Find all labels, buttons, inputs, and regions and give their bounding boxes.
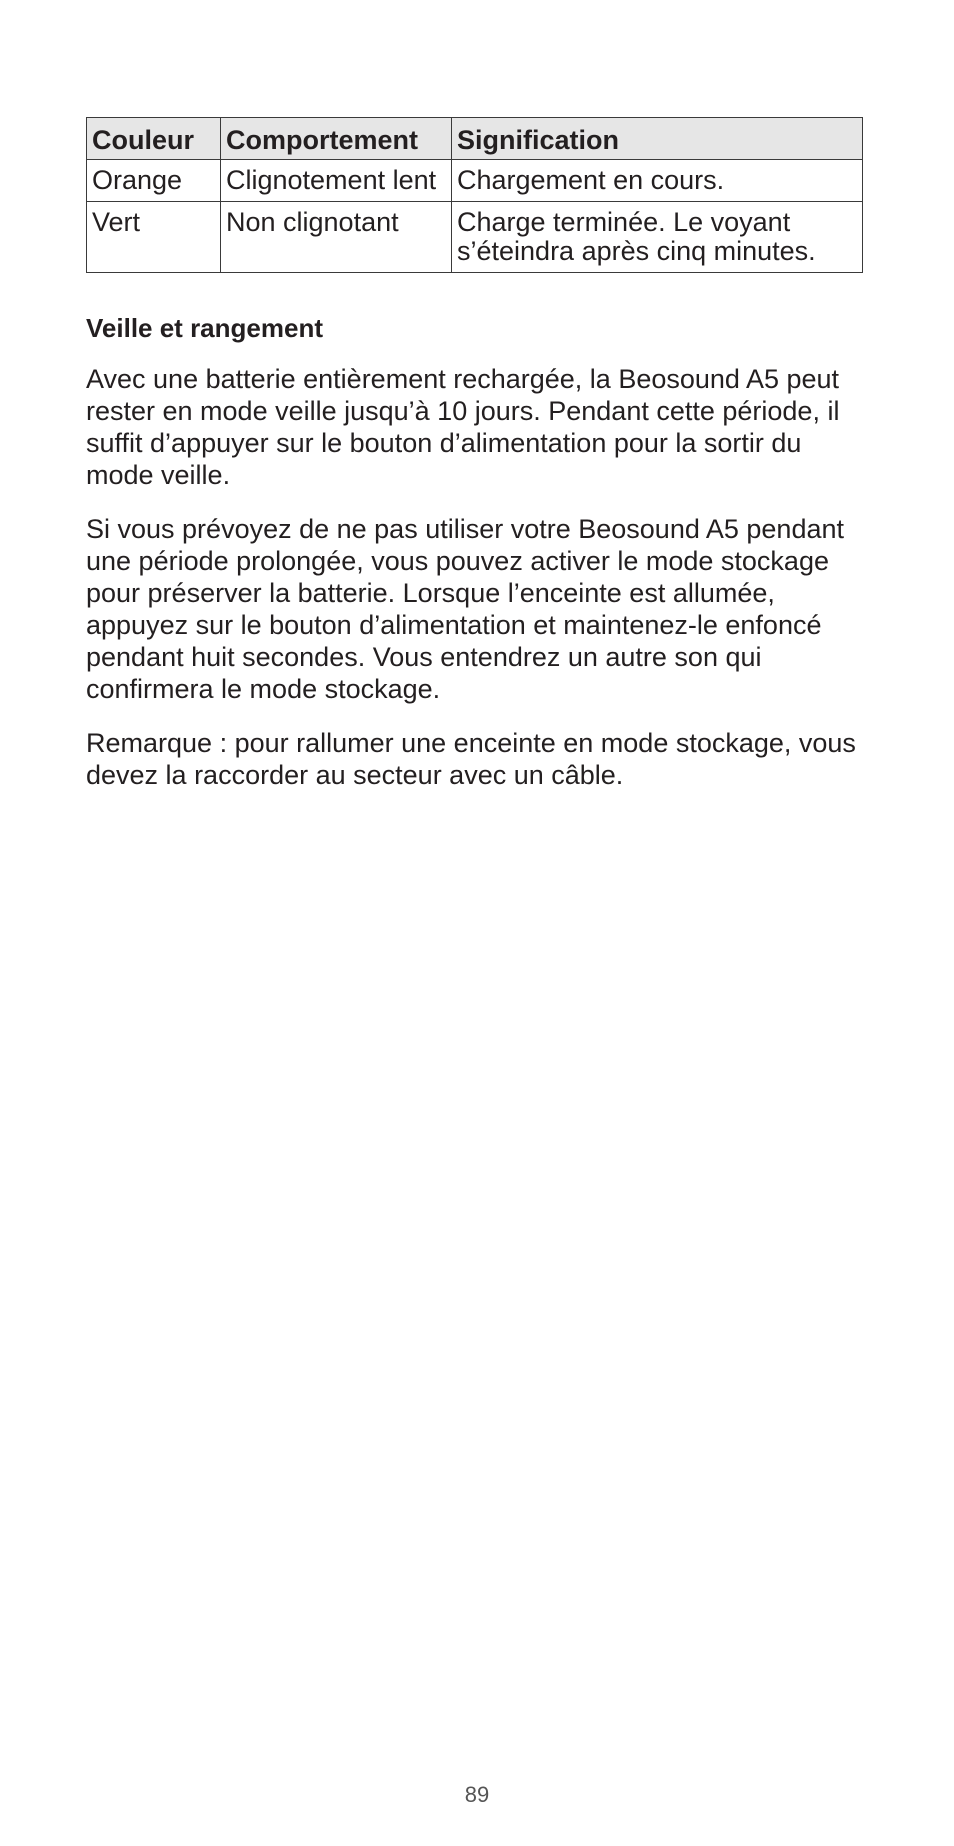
cell-color: Vert — [87, 202, 221, 273]
table-row — [87, 160, 863, 202]
cell-behavior: Clignotement lent — [221, 160, 452, 202]
cell-color: Orange — [87, 160, 221, 202]
paragraph-standby: Avec une batterie entièrement rechargée, la Beosound A5 peut rester en mode veille jusqu’à 10 jours. Pendant cette période, il suffit d’appuyer sur le bouton d’alimentation pour la sortir du mode veille. — [86, 364, 840, 490]
cell-meaning: Charge terminée. Le voyant s’éteindra après cinq minutes. — [452, 202, 863, 273]
paragraph-note: Remarque : pour rallumer une enceinte en mode stockage, vous devez la raccorder au secteur avec un câble. — [86, 728, 856, 790]
cell-behavior: Non clignotant — [221, 202, 452, 273]
page-number: 89 — [464, 1782, 490, 1807]
led-status-table — [86, 117, 863, 273]
header-comportement: Comportement — [221, 118, 452, 160]
paragraph-storage-mode: Si vous prévoyez de ne pas utiliser votre Beosound A5 pendant une période prolongée, vous pouvez activer le mode stockage pour préserver la batterie. Lorsque l’enceinte est allumée, appuyez sur le bouton d’alimentation et maintenez-le enfoncé pendant huit secondes. Vous entendrez un autre son qui confirmera le mode stockage. — [86, 514, 844, 704]
header-signification: Signification — [452, 118, 863, 160]
document-page — [86, 117, 862, 791]
table-header-row — [87, 118, 863, 160]
cell-meaning: Chargement en cours. — [452, 160, 863, 202]
section-heading: Veille et rangement — [86, 313, 323, 343]
header-couleur: Couleur — [87, 118, 221, 160]
table-row — [87, 202, 863, 273]
